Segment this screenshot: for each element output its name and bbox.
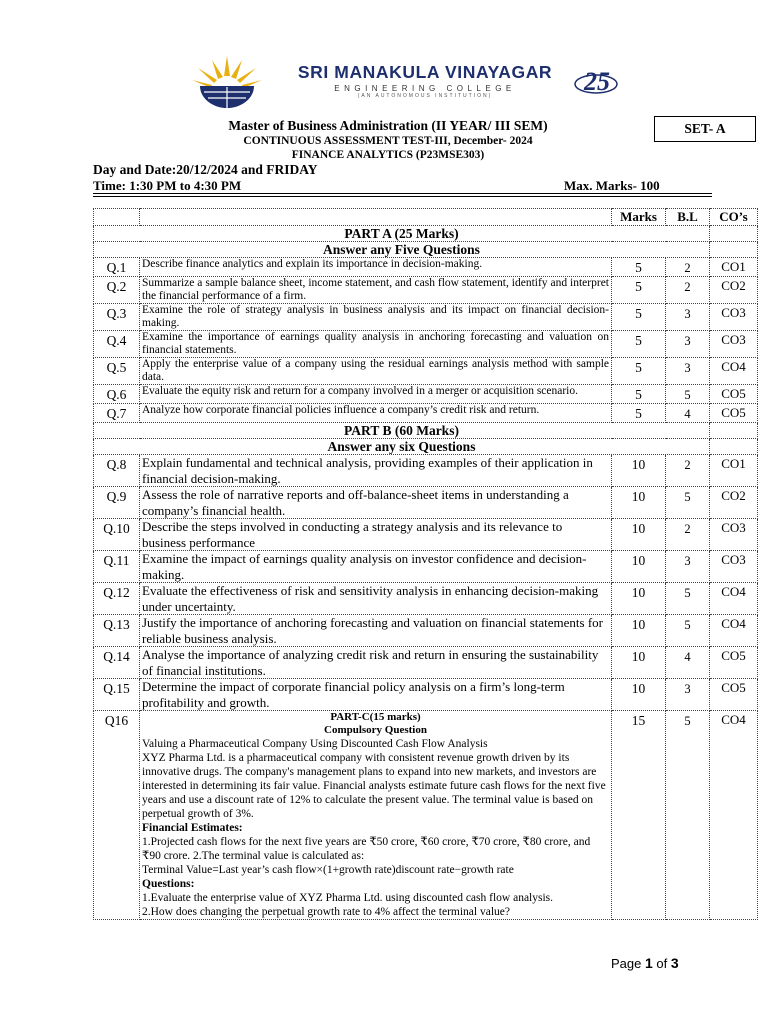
question-number: Q16	[94, 711, 140, 920]
part-b-instruction: Answer any six Questions	[94, 439, 710, 455]
bl-cell: 2	[666, 277, 710, 304]
table-row	[94, 519, 758, 551]
bl-cell: 3	[666, 551, 710, 583]
table-row	[94, 647, 758, 679]
co-cell: CO5	[710, 385, 758, 404]
part-b-title-row	[94, 423, 758, 439]
table-row	[94, 385, 758, 404]
estimates-text: 1.Projected cash flows for the next five years are ₹50 crore, ₹60 crore, ₹70 crore, ₹80 crore, and ₹90 crore. 2.The terminal value is calculated as:	[142, 836, 591, 862]
marks-header: Marks	[612, 209, 666, 226]
part-b-instruction-row	[94, 439, 758, 455]
table-row	[94, 358, 758, 385]
part-b-questions	[94, 455, 758, 711]
bl-cell: 3	[666, 679, 710, 711]
question-text: Describe finance analytics and explain its importance in decision-making.	[140, 258, 612, 277]
table-row	[94, 258, 758, 277]
divider	[93, 196, 712, 197]
empty-cell	[710, 242, 758, 258]
question-text: Justify the importance of anchoring forecasting and valuation on financial statements for reliable business analysis.	[140, 615, 612, 647]
part-b-title: PART B (60 Marks)	[94, 423, 710, 439]
part-c-subtitle: Compulsory Question	[324, 724, 427, 736]
co-cell: CO2	[710, 277, 758, 304]
co-cell: CO4	[710, 583, 758, 615]
co-cell: CO3	[710, 519, 758, 551]
bl-cell: 2	[666, 455, 710, 487]
question-number: Q.11	[94, 551, 140, 583]
page-word: Page	[611, 956, 642, 971]
question-number: Q.8	[94, 455, 140, 487]
estimates-label: Financial Estimates:	[142, 822, 243, 834]
co-cell: CO3	[710, 331, 758, 358]
question-number: Q.9	[94, 487, 140, 519]
question-number: Q.10	[94, 519, 140, 551]
marks-cell: 10	[612, 679, 666, 711]
college-subtitle: ENGINEERING COLLEGE	[334, 84, 516, 93]
question-text: Determine the impact of corporate financial policy analysis on a firm’s long-term profitability and growth.	[140, 679, 612, 711]
bl-header: B.L	[666, 209, 710, 226]
table-row	[94, 404, 758, 423]
marks-cell: 10	[612, 455, 666, 487]
co-cell: CO4	[710, 358, 758, 385]
case-question-2: 2.How does changing the perpetual growth rate to 4% affect the terminal value?	[142, 906, 510, 918]
question-number: Q.7	[94, 404, 140, 423]
table-row	[94, 455, 758, 487]
bl-cell: 2	[666, 258, 710, 277]
table-header-row	[94, 209, 758, 226]
empty-cell	[710, 226, 758, 242]
case-heading: Valuing a Pharmaceutical Company Using Discounted Cash Flow Analysis	[142, 738, 488, 750]
college-name: SRI MANAKULA VINAYAGAR	[297, 62, 553, 82]
co-cell: CO3	[710, 304, 758, 331]
bl-cell: 3	[666, 331, 710, 358]
table-row	[94, 304, 758, 331]
jubilee-number: 25	[584, 67, 610, 96]
co-cell: CO5	[710, 679, 758, 711]
question-number: Q.6	[94, 385, 140, 404]
table-row	[94, 277, 758, 304]
part-a-questions	[94, 258, 758, 423]
bl-cell: 4	[666, 647, 710, 679]
questions-label: Questions:	[142, 878, 195, 890]
marks-cell: 10	[612, 487, 666, 519]
program-title: Master of Business Administration (II YEAR/ III SEM)	[228, 118, 548, 133]
table-row	[94, 551, 758, 583]
part-c-row	[94, 711, 758, 920]
question-number: Q.2	[94, 277, 140, 304]
table-row	[94, 583, 758, 615]
question-number: Q.15	[94, 679, 140, 711]
co-cell: CO5	[710, 647, 758, 679]
current-page: 1	[645, 955, 653, 971]
marks-cell: 5	[612, 277, 666, 304]
marks-cell: 10	[612, 647, 666, 679]
question-text: Summarize a sample balance sheet, income statement, and cash flow statement, identify and interpret the financial performance of a firm.	[140, 277, 612, 304]
bl-cell: 2	[666, 519, 710, 551]
empty-cell	[710, 439, 758, 455]
jubilee-emblem	[572, 64, 624, 98]
table-row	[94, 331, 758, 358]
bl-cell: 5	[666, 385, 710, 404]
co-cell: CO4	[710, 711, 758, 920]
co-cell: CO1	[710, 258, 758, 277]
marks-cell: 15	[612, 711, 666, 920]
marks-cell: 10	[612, 615, 666, 647]
bl-cell: 5	[666, 615, 710, 647]
table-row	[94, 487, 758, 519]
question-text: Assess the role of narrative reports and off-balance-sheet items in understanding a company’s financial health.	[140, 487, 612, 519]
marks-cell: 10	[612, 519, 666, 551]
bl-cell: 5	[666, 583, 710, 615]
page-number	[611, 955, 679, 971]
marks-cell: 5	[612, 331, 666, 358]
question-number: Q.12	[94, 583, 140, 615]
bl-cell: 5	[666, 711, 710, 920]
table-row	[94, 615, 758, 647]
question-text: Analyse the importance of analyzing credit risk and return in ensuring the sustainability of financial institutions.	[140, 647, 612, 679]
terminal-value-formula: Terminal Value=Last year’s cash flow×(1+growth rate)discount rate−growth rate	[142, 864, 514, 876]
co-cell: CO2	[710, 487, 758, 519]
header-blank	[140, 209, 612, 226]
co-header: CO’s	[710, 209, 758, 226]
question-text: Describe the steps involved in conducting a strategy analysis and its relevance to business performance	[140, 519, 612, 551]
question-number: Q.3	[94, 304, 140, 331]
marks-cell: 5	[612, 304, 666, 331]
co-cell: CO1	[710, 455, 758, 487]
part-c-title: PART-C(15 marks)	[330, 711, 421, 723]
bl-cell: 4	[666, 404, 710, 423]
college-tagline: (AN AUTONOMOUS INSTITUTION)	[357, 93, 493, 99]
test-title: CONTINUOUS ASSESSMENT TEST-III, December- 2024	[243, 135, 533, 147]
marks-cell: 5	[612, 258, 666, 277]
co-cell: CO3	[710, 551, 758, 583]
college-logo	[190, 52, 264, 110]
question-text: Evaluate the effectiveness of risk and sensitivity analysis in enhancing decision-making under uncertainty.	[140, 583, 612, 615]
co-cell: CO4	[710, 615, 758, 647]
question-text: Analyze how corporate financial policies influence a company’s credit risk and return.	[140, 404, 612, 423]
bl-cell: 5	[666, 487, 710, 519]
exam-time: Time: 1:30 PM to 4:30 PM	[93, 178, 242, 193]
case-question-1: 1.Evaluate the enterprise value of XYZ Pharma Ltd. using discounted cash flow analysis.	[142, 892, 554, 904]
question-table	[93, 208, 758, 920]
question-number: Q.14	[94, 647, 140, 679]
course-title: FINANCE ANALYTICS (P23MSE303)	[291, 149, 485, 161]
marks-cell: 10	[612, 583, 666, 615]
question-text: Examine the importance of earnings quality analysis in anchoring forecasting and valuation on financial statements.	[140, 331, 612, 358]
total-pages: 3	[670, 955, 679, 971]
co-cell: CO5	[710, 404, 758, 423]
divider	[93, 193, 712, 194]
part-c-content	[140, 711, 612, 920]
empty-cell	[710, 423, 758, 439]
question-text: Explain fundamental and technical analysis, providing examples of their application in financial decision-making.	[140, 455, 612, 487]
bl-cell: 3	[666, 304, 710, 331]
day-date: Day and Date:20/12/2024 and FRIDAY	[93, 162, 318, 177]
question-text: Examine the role of strategy analysis in business analysis and its impact on financial decision-making.	[140, 304, 612, 331]
table-row	[94, 679, 758, 711]
part-a-title-row	[94, 226, 758, 242]
part-a-title: PART A (25 Marks)	[94, 226, 710, 242]
question-text: Apply the enterprise value of a company using the residual earnings analysis method with sample data.	[140, 358, 612, 385]
part-a-instruction: Answer any Five Questions	[94, 242, 710, 258]
college-name-block	[285, 62, 565, 99]
set-box: SET- A	[654, 116, 756, 142]
question-text: Examine the impact of earnings quality analysis on investor confidence and decision-making.	[140, 551, 612, 583]
question-number: Q.1	[94, 258, 140, 277]
max-marks: Max. Marks- 100	[564, 178, 660, 193]
case-text: XYZ Pharma Ltd. is a pharmaceutical company with consistent revenue growth driven by its innovative drugs. The company's management plans to expand into new markets, and investors are interested in determining its fair value. Financial analysts estimate future cash flows for the next five years and use a discount rate of 12% to calculate the present value. The terminal value is based on perpetual growth of 3%.	[142, 752, 606, 820]
question-number: Q.4	[94, 331, 140, 358]
of-word: of	[656, 956, 668, 971]
question-number: Q.13	[94, 615, 140, 647]
marks-cell: 5	[612, 404, 666, 423]
marks-cell: 5	[612, 385, 666, 404]
header-blank	[94, 209, 140, 226]
question-number: Q.5	[94, 358, 140, 385]
bl-cell: 3	[666, 358, 710, 385]
marks-cell: 5	[612, 358, 666, 385]
part-a-instruction-row	[94, 242, 758, 258]
question-text: Evaluate the equity risk and return for a company involved in a merger or acquisition scenario.	[140, 385, 612, 404]
marks-cell: 10	[612, 551, 666, 583]
